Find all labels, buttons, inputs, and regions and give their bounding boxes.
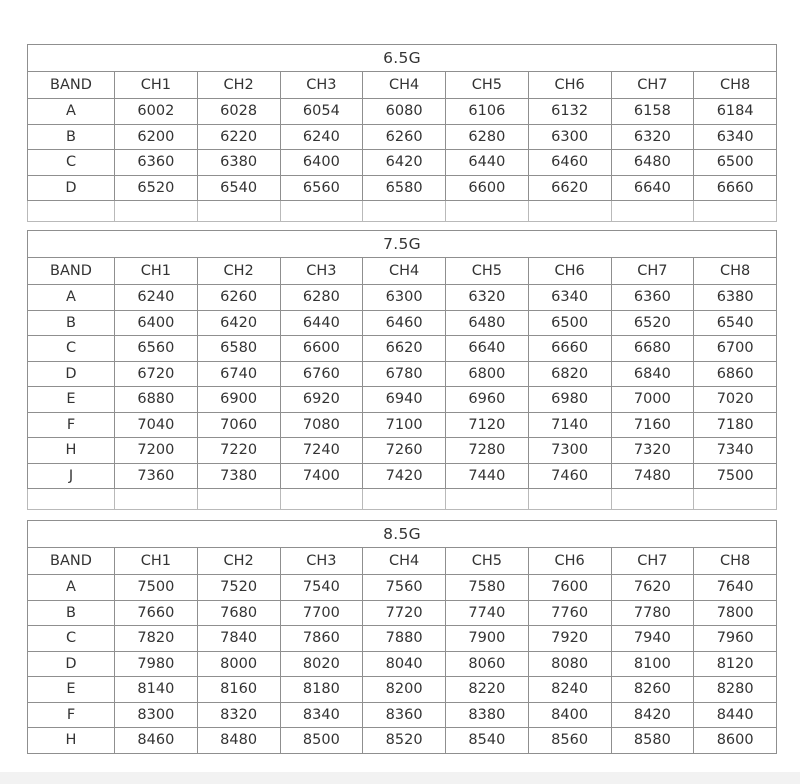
table-row [28, 310, 777, 336]
frequency-cell: 8600 [694, 728, 777, 754]
table-row [28, 175, 777, 201]
column-header-ch5: CH5 [446, 548, 529, 575]
column-header-ch8: CH8 [694, 548, 777, 575]
frequency-cell: 7360 [115, 463, 198, 489]
frequency-cell: 6740 [197, 361, 280, 387]
frequency-cell: 7720 [363, 600, 446, 626]
frequency-cell: 8300 [115, 702, 198, 728]
column-header-ch2: CH2 [197, 258, 280, 285]
frequency-cell: 6800 [446, 361, 529, 387]
column-header-ch2: CH2 [197, 548, 280, 575]
frequency-cell: 7500 [694, 463, 777, 489]
empty-cell [694, 201, 777, 222]
frequency-cell: 7700 [280, 600, 363, 626]
frequency-cell: 7740 [446, 600, 529, 626]
frequency-cell: 8040 [363, 651, 446, 677]
band-cell: B [28, 124, 115, 150]
frequency-cell: 7340 [694, 438, 777, 464]
frequency-cell: 7280 [446, 438, 529, 464]
frequency-cell: 6420 [197, 310, 280, 336]
frequency-cell: 7860 [280, 626, 363, 652]
frequency-cell: 7240 [280, 438, 363, 464]
frequency-cell: 6420 [363, 150, 446, 176]
frequency-cell: 7120 [446, 412, 529, 438]
frequency-cell: 6028 [197, 99, 280, 125]
frequency-cell: 7080 [280, 412, 363, 438]
frequency-cell: 7200 [115, 438, 198, 464]
frequency-cell: 6280 [446, 124, 529, 150]
frequency-cell: 6320 [611, 124, 694, 150]
column-header-ch7: CH7 [611, 548, 694, 575]
empty-cell [611, 489, 694, 510]
frequency-cell: 7100 [363, 412, 446, 438]
frequency-cell: 6200 [115, 124, 198, 150]
frequency-cell: 6054 [280, 99, 363, 125]
frequency-cell: 8540 [446, 728, 529, 754]
frequency-cell: 6580 [197, 336, 280, 362]
band-cell: E [28, 387, 115, 413]
frequency-cell: 7840 [197, 626, 280, 652]
table-row [28, 412, 777, 438]
frequency-cell: 6480 [611, 150, 694, 176]
column-header-ch1: CH1 [115, 258, 198, 285]
frequency-cell: 8120 [694, 651, 777, 677]
table-container-1 [27, 44, 777, 222]
frequency-cell: 6240 [280, 124, 363, 150]
frequency-cell: 6620 [528, 175, 611, 201]
table-row [28, 702, 777, 728]
frequency-cell: 8200 [363, 677, 446, 703]
frequency-cell: 6300 [363, 285, 446, 311]
frequency-cell: 7940 [611, 626, 694, 652]
frequency-cell: 8260 [611, 677, 694, 703]
frequency-cell: 6660 [528, 336, 611, 362]
column-header-band: BAND [28, 548, 115, 575]
frequency-cell: 7560 [363, 575, 446, 601]
frequency-cell: 6600 [280, 336, 363, 362]
table-row [28, 626, 777, 652]
table-row [28, 285, 777, 311]
frequency-cell: 8400 [528, 702, 611, 728]
band-cell: J [28, 463, 115, 489]
frequency-cell: 6720 [115, 361, 198, 387]
empty-cell [694, 489, 777, 510]
frequency-cell: 7180 [694, 412, 777, 438]
frequency-cell: 7820 [115, 626, 198, 652]
band-cell: H [28, 438, 115, 464]
empty-cell [611, 201, 694, 222]
column-header-ch5: CH5 [446, 258, 529, 285]
band-cell: E [28, 677, 115, 703]
frequency-cell: 6540 [197, 175, 280, 201]
frequency-cell: 7020 [694, 387, 777, 413]
frequency-cell: 6480 [446, 310, 529, 336]
frequency-cell: 6440 [280, 310, 363, 336]
column-header-ch4: CH4 [363, 258, 446, 285]
band-cell: D [28, 361, 115, 387]
frequency-cell: 6620 [363, 336, 446, 362]
frequency-cell: 6580 [363, 175, 446, 201]
frequency-cell: 7880 [363, 626, 446, 652]
column-header-ch1: CH1 [115, 548, 198, 575]
band-cell: F [28, 702, 115, 728]
table-row [28, 651, 777, 677]
frequency-cell: 8160 [197, 677, 280, 703]
frequency-cell: 8380 [446, 702, 529, 728]
frequency-cell: 6940 [363, 387, 446, 413]
frequency-cell: 8460 [115, 728, 198, 754]
frequency-cell: 6520 [115, 175, 198, 201]
frequency-cell: 6880 [115, 387, 198, 413]
column-header-ch6: CH6 [528, 72, 611, 99]
table-row [28, 336, 777, 362]
column-header-ch7: CH7 [611, 258, 694, 285]
frequency-cell: 6184 [694, 99, 777, 125]
band-cell: C [28, 336, 115, 362]
frequency-cell: 6400 [115, 310, 198, 336]
frequency-cell: 7680 [197, 600, 280, 626]
table-row [28, 124, 777, 150]
frequency-cell: 7620 [611, 575, 694, 601]
band-cell: B [28, 310, 115, 336]
table-title: 7.5G [28, 231, 777, 258]
frequency-cell: 6600 [446, 175, 529, 201]
column-header-ch7: CH7 [611, 72, 694, 99]
frequency-cell: 6260 [197, 285, 280, 311]
frequency-cell: 8440 [694, 702, 777, 728]
frequency-cell: 6440 [446, 150, 529, 176]
frequency-cell: 7260 [363, 438, 446, 464]
table-row [28, 438, 777, 464]
frequency-cell: 7540 [280, 575, 363, 601]
column-header-ch8: CH8 [694, 72, 777, 99]
frequency-cell: 7400 [280, 463, 363, 489]
frequency-cell: 7220 [197, 438, 280, 464]
page-bottom-bar [0, 772, 800, 784]
frequency-cell: 8000 [197, 651, 280, 677]
empty-cell [363, 489, 446, 510]
empty-cell [280, 489, 363, 510]
empty-cell [197, 489, 280, 510]
band-cell: A [28, 575, 115, 601]
table-title: 8.5G [28, 521, 777, 548]
frequency-cell: 8280 [694, 677, 777, 703]
frequency-cell: 6660 [694, 175, 777, 201]
frequency-cell: 6460 [363, 310, 446, 336]
table-row [28, 150, 777, 176]
band-cell: C [28, 626, 115, 652]
frequency-cell: 6158 [611, 99, 694, 125]
frequency-cell: 6106 [446, 99, 529, 125]
frequency-cell: 7900 [446, 626, 529, 652]
frequency-cell: 8080 [528, 651, 611, 677]
frequency-cell: 6400 [280, 150, 363, 176]
column-header-ch4: CH4 [363, 72, 446, 99]
frequency-cell: 6860 [694, 361, 777, 387]
frequency-cell: 8220 [446, 677, 529, 703]
table-row [28, 463, 777, 489]
frequency-table [27, 520, 777, 754]
frequency-cell: 7440 [446, 463, 529, 489]
frequency-cell: 6380 [197, 150, 280, 176]
frequency-cell: 8140 [115, 677, 198, 703]
frequency-cell: 6500 [528, 310, 611, 336]
frequency-cell: 6640 [611, 175, 694, 201]
frequency-cell: 8560 [528, 728, 611, 754]
frequency-cell: 7060 [197, 412, 280, 438]
frequency-cell: 8180 [280, 677, 363, 703]
frequency-cell: 6280 [280, 285, 363, 311]
column-header-ch3: CH3 [280, 72, 363, 99]
frequency-cell: 7600 [528, 575, 611, 601]
empty-cell [115, 201, 198, 222]
frequency-cell: 7160 [611, 412, 694, 438]
frequency-cell: 7960 [694, 626, 777, 652]
empty-cell [363, 201, 446, 222]
table-row [28, 575, 777, 601]
frequency-cell: 6640 [446, 336, 529, 362]
frequency-cell: 8100 [611, 651, 694, 677]
table-row [28, 728, 777, 754]
frequency-cell: 8520 [363, 728, 446, 754]
column-header-ch8: CH8 [694, 258, 777, 285]
frequency-cell: 7580 [446, 575, 529, 601]
frequency-cell: 7480 [611, 463, 694, 489]
frequency-cell: 8500 [280, 728, 363, 754]
frequency-cell: 6132 [528, 99, 611, 125]
column-header-ch3: CH3 [280, 548, 363, 575]
frequency-cell: 7660 [115, 600, 198, 626]
frequency-cell: 8240 [528, 677, 611, 703]
frequency-cell: 7920 [528, 626, 611, 652]
table-row [28, 387, 777, 413]
frequency-cell: 8320 [197, 702, 280, 728]
frequency-cell: 6980 [528, 387, 611, 413]
frequency-cell: 8020 [280, 651, 363, 677]
frequency-cell: 6320 [446, 285, 529, 311]
frequency-cell: 7760 [528, 600, 611, 626]
band-cell: H [28, 728, 115, 754]
frequency-cell: 7300 [528, 438, 611, 464]
frequency-cell: 6360 [115, 150, 198, 176]
column-header-ch2: CH2 [197, 72, 280, 99]
empty-cell [197, 201, 280, 222]
frequency-cell: 6360 [611, 285, 694, 311]
frequency-cell: 7980 [115, 651, 198, 677]
frequency-cell: 6840 [611, 361, 694, 387]
band-cell: A [28, 285, 115, 311]
empty-cell [280, 201, 363, 222]
band-cell: F [28, 412, 115, 438]
frequency-cell: 6380 [694, 285, 777, 311]
empty-cell [446, 201, 529, 222]
frequency-cell: 6240 [115, 285, 198, 311]
band-cell: C [28, 150, 115, 176]
column-header-band: BAND [28, 72, 115, 99]
frequency-cell: 8060 [446, 651, 529, 677]
frequency-cell: 7520 [197, 575, 280, 601]
frequency-cell: 6460 [528, 150, 611, 176]
band-cell: D [28, 651, 115, 677]
frequency-cell: 7800 [694, 600, 777, 626]
frequency-cell: 6080 [363, 99, 446, 125]
frequency-cell: 7380 [197, 463, 280, 489]
table-container-2 [27, 230, 777, 510]
frequency-cell: 6820 [528, 361, 611, 387]
frequency-cell: 6680 [611, 336, 694, 362]
empty-cell [28, 201, 115, 222]
frequency-table [27, 230, 777, 510]
frequency-cell: 8360 [363, 702, 446, 728]
frequency-cell: 7640 [694, 575, 777, 601]
column-header-ch3: CH3 [280, 258, 363, 285]
frequency-cell: 6560 [115, 336, 198, 362]
frequency-cell: 6002 [115, 99, 198, 125]
frequency-cell: 8580 [611, 728, 694, 754]
band-cell: D [28, 175, 115, 201]
frequency-cell: 8480 [197, 728, 280, 754]
table-row [28, 600, 777, 626]
frequency-cell: 6520 [611, 310, 694, 336]
frequency-cell: 7460 [528, 463, 611, 489]
column-header-ch1: CH1 [115, 72, 198, 99]
empty-cell [446, 489, 529, 510]
band-cell: B [28, 600, 115, 626]
frequency-cell: 6540 [694, 310, 777, 336]
frequency-cell: 7500 [115, 575, 198, 601]
frequency-cell: 7320 [611, 438, 694, 464]
column-header-ch5: CH5 [446, 72, 529, 99]
frequency-cell: 6920 [280, 387, 363, 413]
frequency-cell: 6260 [363, 124, 446, 150]
frequency-cell: 6500 [694, 150, 777, 176]
frequency-cell: 6300 [528, 124, 611, 150]
frequency-cell: 7040 [115, 412, 198, 438]
column-header-ch4: CH4 [363, 548, 446, 575]
frequency-cell: 6900 [197, 387, 280, 413]
frequency-cell: 6340 [528, 285, 611, 311]
frequency-cell: 6560 [280, 175, 363, 201]
empty-cell [115, 489, 198, 510]
frequency-cell: 7140 [528, 412, 611, 438]
table-row [28, 677, 777, 703]
frequency-cell: 8340 [280, 702, 363, 728]
frequency-cell: 7780 [611, 600, 694, 626]
table-container-3 [27, 520, 777, 754]
frequency-cell: 8420 [611, 702, 694, 728]
empty-cell [528, 201, 611, 222]
empty-cell [528, 489, 611, 510]
frequency-cell: 6700 [694, 336, 777, 362]
frequency-cell: 6340 [694, 124, 777, 150]
empty-cell [28, 489, 115, 510]
column-header-ch6: CH6 [528, 258, 611, 285]
column-header-band: BAND [28, 258, 115, 285]
column-header-ch6: CH6 [528, 548, 611, 575]
frequency-cell: 7000 [611, 387, 694, 413]
table-row [28, 99, 777, 125]
frequency-cell: 7420 [363, 463, 446, 489]
frequency-cell: 6780 [363, 361, 446, 387]
frequency-cell: 6760 [280, 361, 363, 387]
table-title: 6.5G [28, 45, 777, 72]
band-cell: A [28, 99, 115, 125]
frequency-table [27, 44, 777, 222]
frequency-cell: 6220 [197, 124, 280, 150]
table-row [28, 361, 777, 387]
frequency-cell: 6960 [446, 387, 529, 413]
